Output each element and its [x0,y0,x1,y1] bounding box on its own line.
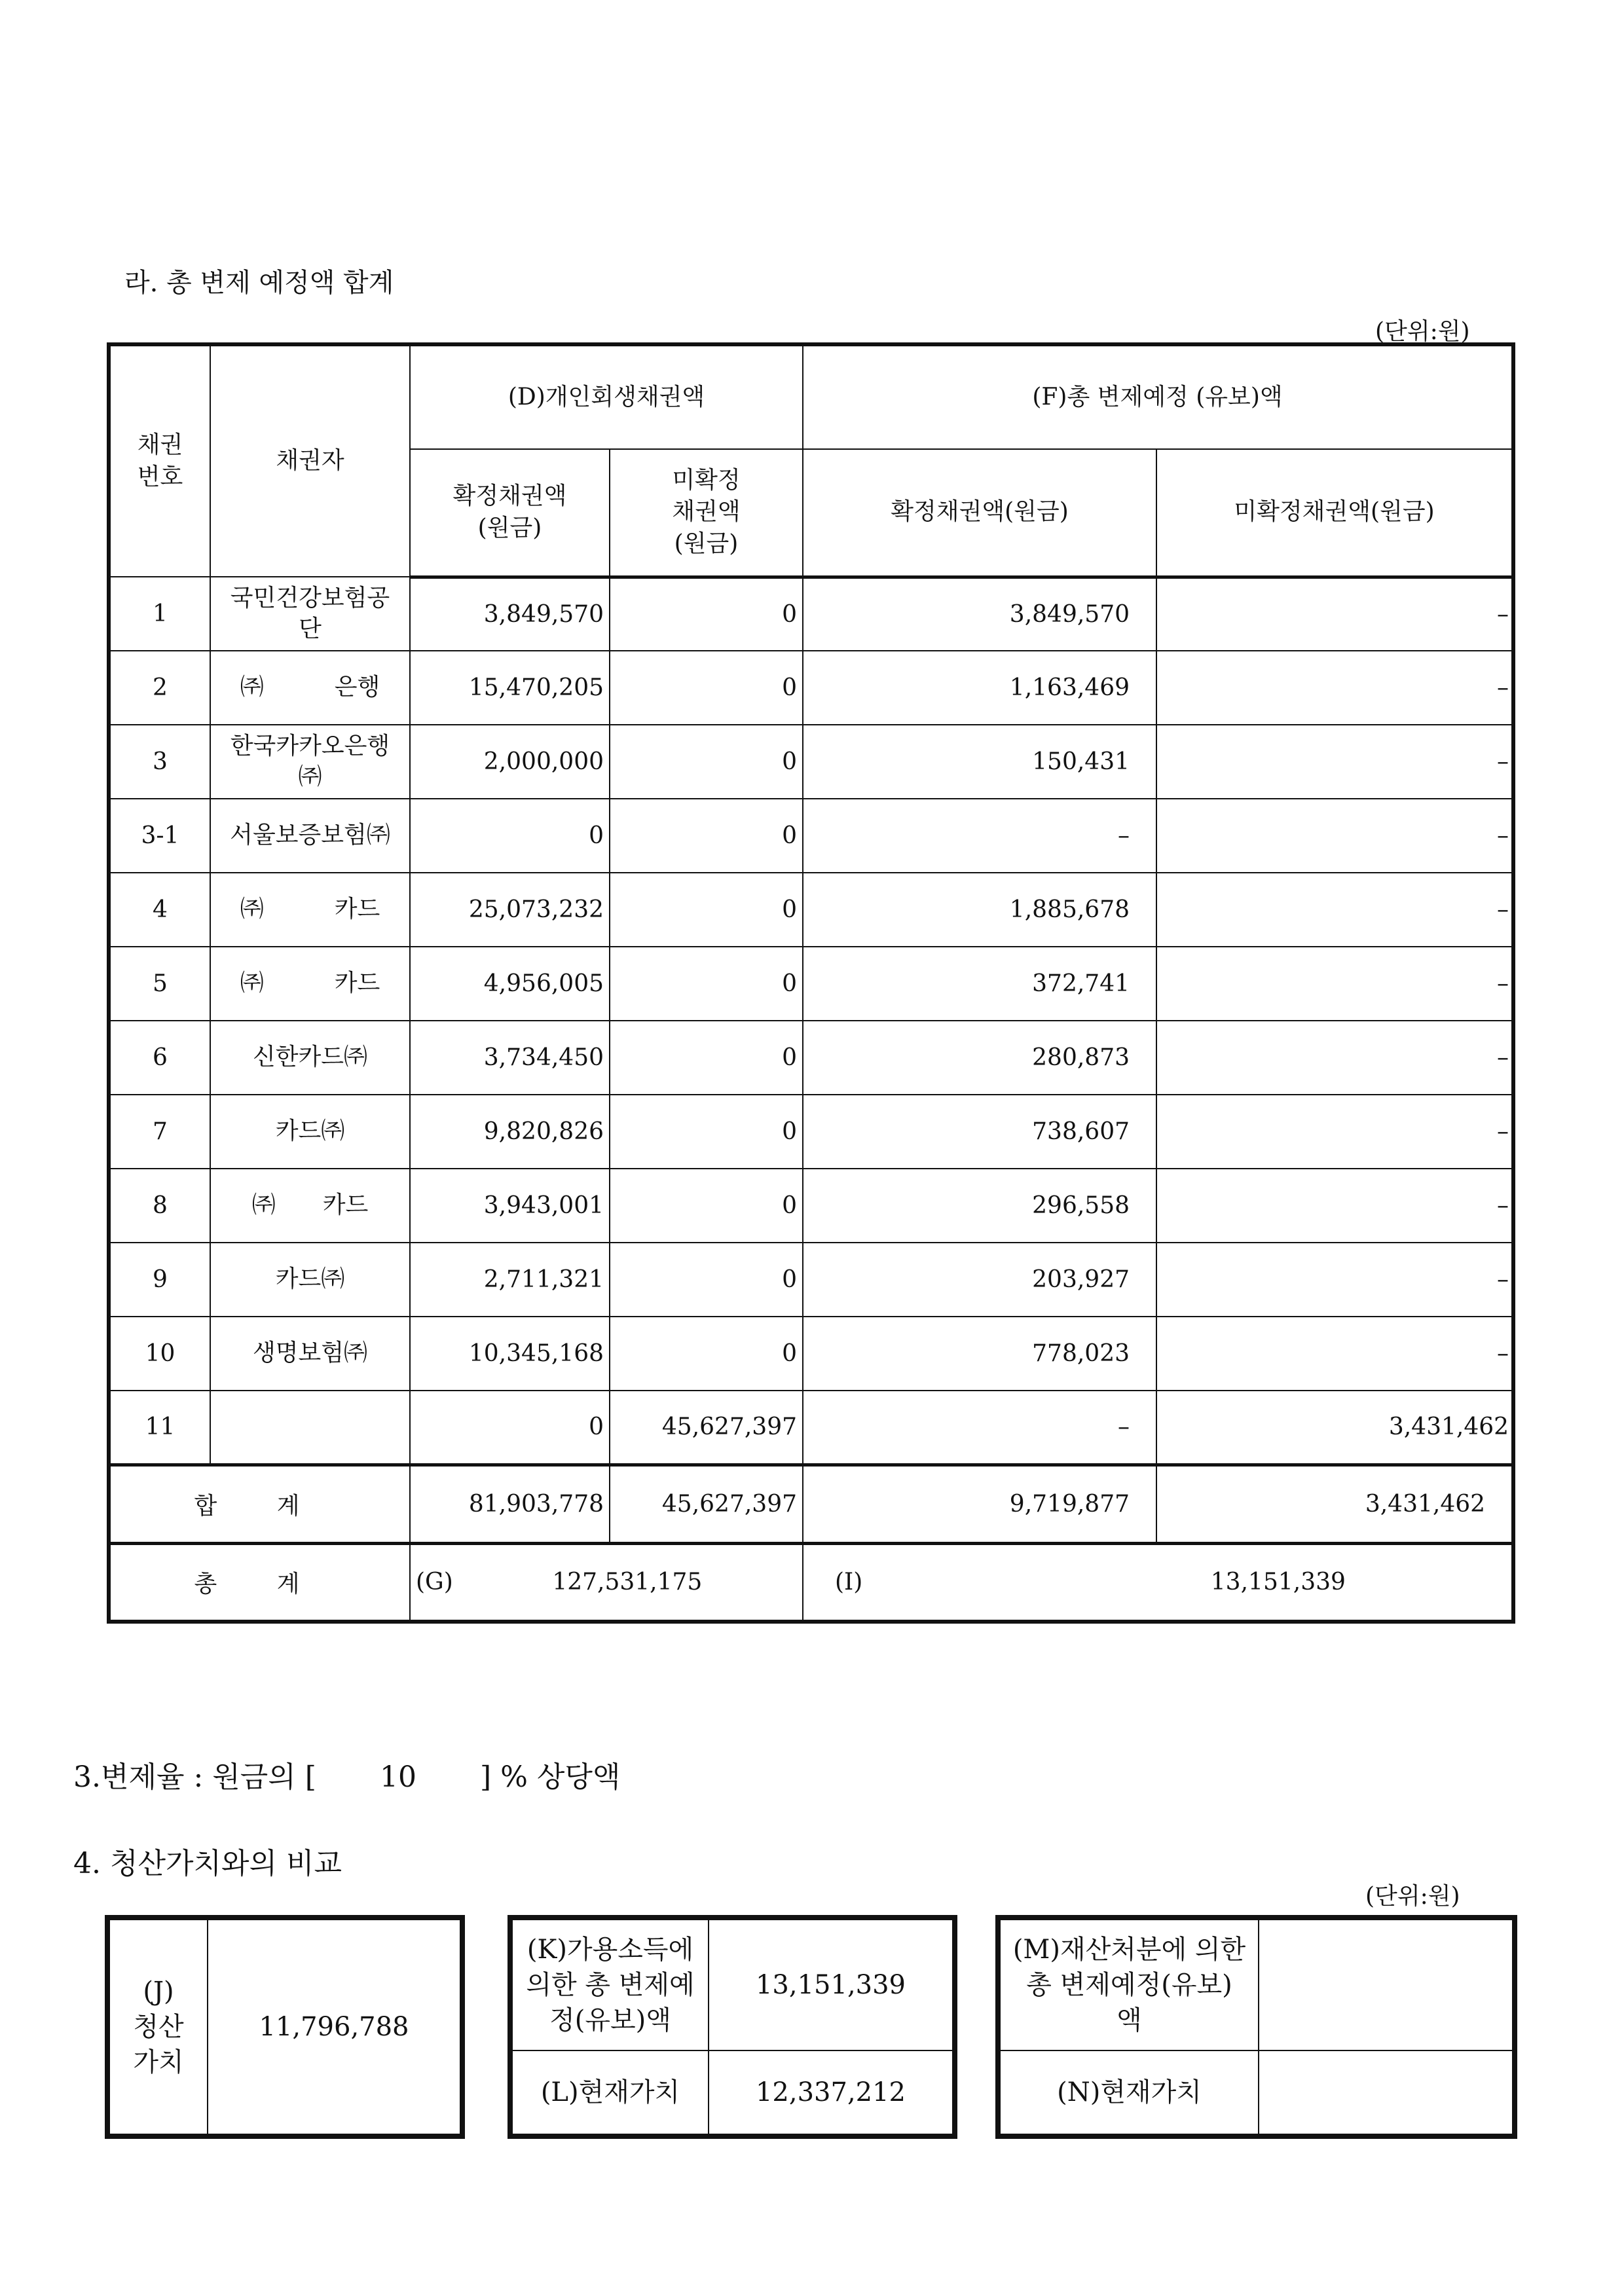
row-f-unconfirmed: – [1156,1095,1513,1169]
row-number: 6 [109,1021,210,1095]
row-d-confirmed: 3,849,570 [410,577,610,651]
row-d-unconfirmed: 0 [610,1169,803,1243]
header-group-f: (F)총 변제예정 (유보)액 [803,344,1513,449]
repayment-rate-value: 10 [379,1760,416,1794]
subtotal-d-confirmed: 81,903,778 [410,1465,610,1543]
row-creditor: 생명보험㈜ [210,1317,410,1391]
row-f-confirmed: 3,849,570 [803,577,1156,651]
row-number: 3-1 [109,799,210,873]
row-d-unconfirmed: 0 [610,577,803,651]
row-f-unconfirmed: 3,431,462 [1156,1391,1513,1465]
k-label: (K)가용소득에 의한 총 변제예 정(유보)액 [512,1920,709,2050]
row-d-confirmed: 3,943,001 [410,1169,610,1243]
table-row [109,799,1513,873]
row-f-unconfirmed: – [1156,947,1513,1021]
total-i-marker: (I) [835,1569,863,1596]
section-title: 라. 총 변제 예정액 합계 [124,268,394,298]
row-f-unconfirmed: – [1156,799,1513,873]
total-i [803,1543,1513,1622]
subtotal-label: 합 계 [109,1465,410,1543]
row-d-unconfirmed: 0 [610,1095,803,1169]
row-d-confirmed: 3,734,450 [410,1021,610,1095]
row-d-unconfirmed: 45,627,397 [610,1391,803,1465]
row-d-unconfirmed: 0 [610,873,803,947]
row-d-unconfirmed: 0 [610,725,803,799]
n-label: (N)현재가치 [1000,2050,1259,2134]
row-f-confirmed: 280,873 [803,1021,1156,1095]
asset-disposal-box [995,1915,1517,2139]
row-d-confirmed: 15,470,205 [410,651,610,725]
row-f-unconfirmed: – [1156,725,1513,799]
total-i-value: 13,151,339 [1210,1569,1346,1596]
row-f-unconfirmed: – [1156,577,1513,651]
repayment-rate-prefix: 3.변제율 : 원금의 [ [73,1760,316,1794]
row-f-confirmed: 738,607 [803,1095,1156,1169]
table-row [109,725,1513,799]
row-f-confirmed: 296,558 [803,1169,1156,1243]
row-number: 11 [109,1391,210,1465]
subtotal-f-unconfirmed: 3,431,462 [1156,1465,1513,1543]
row-f-unconfirmed: – [1156,1317,1513,1391]
row-d-confirmed: 0 [410,1391,610,1465]
j-label: (J) 청산 가치 [109,1920,208,2134]
row-f-unconfirmed: – [1156,1021,1513,1095]
repayment-rate-suffix: ] % 상당액 [479,1760,621,1794]
row-d-unconfirmed: 0 [610,1317,803,1391]
l-label: (L)현재가치 [512,2050,709,2134]
row-d-unconfirmed: 0 [610,1021,803,1095]
table-row [109,577,1513,651]
available-income-box [507,1915,957,2139]
row-number: 3 [109,725,210,799]
row-d-confirmed: 0 [410,799,610,873]
table-row [109,1317,1513,1391]
table-row [109,1095,1513,1169]
table-row [109,651,1513,725]
row-creditor: ㈜ 카드 [210,1169,410,1243]
row-creditor [210,1391,410,1465]
repayment-summary-table [107,342,1515,1624]
row-f-confirmed: 372,741 [803,947,1156,1021]
total-g-marker: (G) [416,1569,453,1596]
subtotal-d-unconfirmed: 45,627,397 [610,1465,803,1543]
row-f-confirmed: 778,023 [803,1317,1156,1391]
header-f-confirmed: 확정채권액(원금) [803,449,1156,577]
repayment-rate [73,1753,620,1795]
comparison-unit: (단위:원) [1365,1883,1460,1910]
row-f-confirmed: 1,885,678 [803,873,1156,947]
row-d-unconfirmed: 0 [610,947,803,1021]
row-number: 1 [109,577,210,651]
row-number: 2 [109,651,210,725]
row-f-unconfirmed: – [1156,1169,1513,1243]
header-d-unconfirmed: 미확정 채권액 (원금) [610,449,803,577]
row-creditor: ㈜ 은행 [210,651,410,725]
table-row [109,873,1513,947]
n-value [1259,2050,1513,2134]
row-f-unconfirmed: – [1156,1243,1513,1317]
row-d-unconfirmed: 0 [610,1243,803,1317]
row-creditor: 서울보증보험㈜ [210,799,410,873]
row-creditor: ㈜ 카드 [210,873,410,947]
header-creditor-no: 채권 번호 [109,344,210,577]
table-row [109,1021,1513,1095]
row-d-confirmed: 9,820,826 [410,1095,610,1169]
row-f-unconfirmed: – [1156,651,1513,725]
row-d-confirmed: 4,956,005 [410,947,610,1021]
row-creditor: 신한카드㈜ [210,1021,410,1095]
m-label: (M)재산처분에 의한 총 변제예정(유보) 액 [1000,1920,1259,2050]
table-row [109,1169,1513,1243]
header-d-confirmed: 확정채권액 (원금) [410,449,610,577]
row-number: 8 [109,1169,210,1243]
m-value [1259,1920,1513,2050]
total-g [410,1543,803,1622]
row-f-unconfirmed: – [1156,873,1513,947]
header-group-d: (D)개인회생채권액 [410,344,803,449]
row-d-confirmed: 2,000,000 [410,725,610,799]
l-value: 12,337,212 [709,2050,953,2134]
total-label: 총 계 [109,1543,410,1622]
row-f-confirmed: – [803,1391,1156,1465]
comparison-title: 4. 청산가치와의 비교 [73,1847,342,1880]
header-f-unconfirmed: 미확정채권액(원금) [1156,449,1513,577]
j-value: 11,796,788 [208,1920,460,2134]
subtotal-f-confirmed: 9,719,877 [803,1465,1156,1543]
row-d-confirmed: 10,345,168 [410,1317,610,1391]
row-creditor: 한국카카오은행 ㈜ [210,725,410,799]
row-f-confirmed: – [803,799,1156,873]
header-creditor: 채권자 [210,344,410,577]
k-value: 13,151,339 [709,1920,953,2050]
row-creditor: ㈜ 카드 [210,947,410,1021]
row-number: 4 [109,873,210,947]
row-f-confirmed: 1,163,469 [803,651,1156,725]
row-number: 10 [109,1317,210,1391]
row-number: 5 [109,947,210,1021]
total-g-value: 127,531,175 [552,1569,703,1596]
row-d-unconfirmed: 0 [610,651,803,725]
row-number: 7 [109,1095,210,1169]
row-f-confirmed: 150,431 [803,725,1156,799]
row-d-confirmed: 2,711,321 [410,1243,610,1317]
row-creditor: 카드㈜ [210,1095,410,1169]
row-creditor: 국민건강보험공 단 [210,577,410,651]
table-row [109,1243,1513,1317]
liquidation-value-box [105,1915,465,2139]
row-number: 9 [109,1243,210,1317]
table-row [109,947,1513,1021]
unit-label: (단위:원) [1375,318,1470,345]
row-f-confirmed: 203,927 [803,1243,1156,1317]
row-creditor: 카드㈜ [210,1243,410,1317]
row-d-unconfirmed: 0 [610,799,803,873]
table-row [109,1391,1513,1465]
row-d-confirmed: 25,073,232 [410,873,610,947]
